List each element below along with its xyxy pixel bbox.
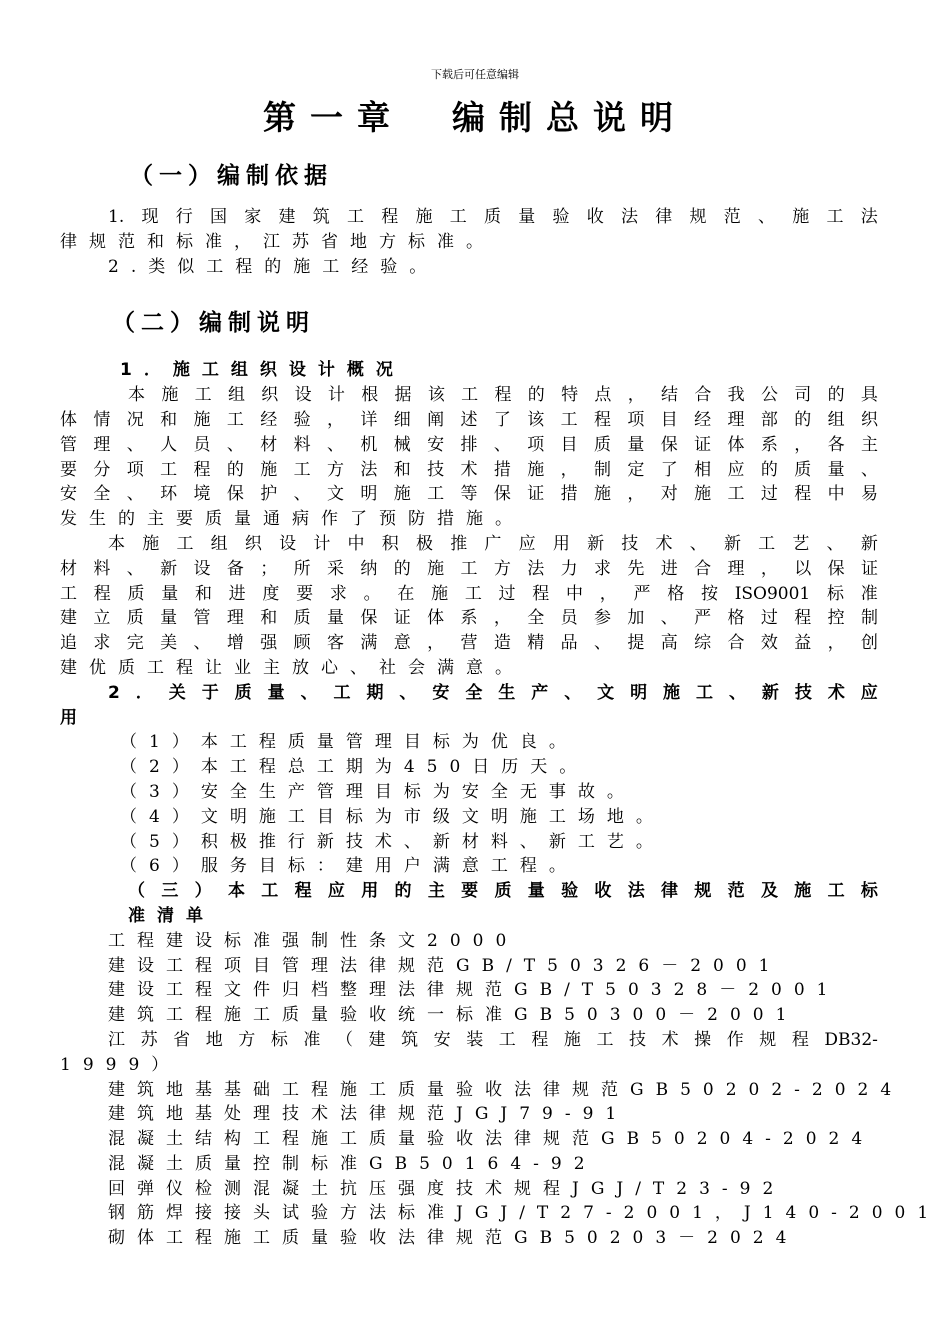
chapter-title — [0, 92, 950, 139]
subheading: 2 ． 关 于 质 量 、 工 期 、 安 全 生 产 、 文 明 施 工 、 新 技 术 应 — [108, 682, 878, 703]
text-line: 安 全 、 环 境 保 护 、 文 明 施 工 等 保 证 措 施 ， 对 施 工 过 程 中 易 — [60, 484, 878, 505]
text-line: 工 程 质 量 和 进 度 要 求 。 在 施 工 过 程 中 ， 严 格 按 ISO9001 标 准 — [60, 583, 878, 604]
text-line: 律规范和标准，江苏省地方标准。 — [60, 231, 495, 252]
chapter-number: 第一章 — [263, 98, 404, 137]
standard-item: 砌体工程施工质量验收法律规范GB50203－2024 — [108, 1228, 799, 1249]
goal-item: （5）积极推行新技术、新材料、新工艺。 — [120, 831, 665, 852]
standard-item: 江 苏 省 地 方 标 准 （ 建 筑 安 装 工 程 施 工 技 术 操 作 规 程 DB32- — [108, 1029, 878, 1050]
section3-heading: 准清单 — [128, 905, 215, 926]
standard-item: 建设工程项目管理法律规范GB/T50326－2001 — [108, 955, 782, 976]
goal-item: （2）本工程总工期为450日历天。 — [120, 757, 589, 778]
section3-heading: （ 三 ） 本 工 程 应 用 的 主 要 质 量 验 收 法 律 规 范 及 施 工 标 — [128, 881, 878, 902]
goal-item: （6）服务目标：建用户满意工程。 — [120, 856, 578, 877]
goal-item: （1）本工程质量管理目标为优良。 — [120, 732, 578, 753]
standard-item: 钢筋焊接接头试验方法标准JGJ/T27-2001，J140-2001 — [108, 1203, 941, 1224]
standard-item: 建筑地基处理技术法律规范JGJ79-91 — [108, 1104, 629, 1125]
goal-item: （4）文明施工目标为市级文明施工场地。 — [120, 806, 665, 827]
standard-item: 工程建设标准强制性条文2000 — [108, 930, 519, 951]
standard-item: 混凝土结构工程施工质量验收法律规范GB50204-2024 — [108, 1129, 875, 1150]
text-line: 本 施 工 组 织 设 计 根 据 该 工 程 的 特 点 ， 结 合 我 公 司 的 具 — [128, 385, 878, 406]
text-line: 建优质工程让业主放心、社会满意。 — [60, 657, 524, 678]
document-body — [60, 205, 941, 1251]
section1-heading: （一）编制依据 — [130, 163, 333, 189]
standard-item: 回弹仪检测混凝土抗压强度技术规程JGJ/T23-92 — [108, 1178, 786, 1199]
text-line: 要 分 项 工 程 的 施 工 方 法 和 技 术 措 施 ， 制 定 了 相 应 的 质 量 、 — [60, 459, 878, 480]
text-line: 管 理 、 人 员 、 材 料 、 机 械 安 排 、 项 目 质 量 保 证 体 系 ， 各 主 — [60, 434, 878, 455]
text-line: 建 立 质 量 管 理 和 质 量 保 证 体 系 ， 全 员 参 加 、 严 格 过 程 控 制 — [60, 608, 878, 629]
text-line: 体 情 况 和 施 工 经 验 ， 详 细 阐 述 了 该 工 程 项 目 经 理 部 的 组 织 — [60, 409, 878, 430]
standard-item: 建设工程文件归档整理法律规范GB/T50328－2001 — [108, 980, 840, 1001]
standard-item: 混凝土质量控制标准GB50164-92 — [108, 1153, 597, 1174]
standard-item: 建筑地基基础工程施工质量验收法律规范GB50202-2024 — [108, 1079, 904, 1100]
text-line: 材 料 、 新 设 备 ； 所 采 纳 的 施 工 方 法 力 求 先 进 合 理 ， 以 保 证 — [60, 558, 878, 579]
chapter-name: 编制总说明 — [452, 98, 687, 137]
text-line: 2.类似工程的施工经验。 — [108, 256, 439, 277]
text-line: 本 施 工 组 织 设 计 中 积 极 推 广 应 用 新 技 术 、 新 工 艺 、 新 — [108, 533, 878, 554]
standard-item: 建筑工程施工质量验收统一标准GB50300－2001 — [108, 1005, 799, 1026]
goal-item: （3）安全生产管理目标为安全无事故。 — [120, 781, 636, 802]
subheading: 1．施工组织设计概况 — [120, 360, 405, 381]
standard-item: 1999） — [60, 1054, 181, 1075]
section2-heading: （二）编制说明 — [112, 310, 315, 336]
subheading: 用 — [60, 707, 89, 728]
header-note: 下载后可任意编辑 — [431, 68, 519, 81]
text-line: 发生的主要质量通病作了预防措施。 — [60, 509, 524, 530]
text-line: 追 求 完 美 、 增 强 顾 客 满 意 ， 营 造 精 品 、 提 高 综 合 效 益 ， 创 — [60, 633, 878, 654]
text-line: 1. 现 行 国 家 建 筑 工 程 施 工 质 量 验 收 法 律 规 范 、 施 工 法 — [108, 207, 878, 227]
